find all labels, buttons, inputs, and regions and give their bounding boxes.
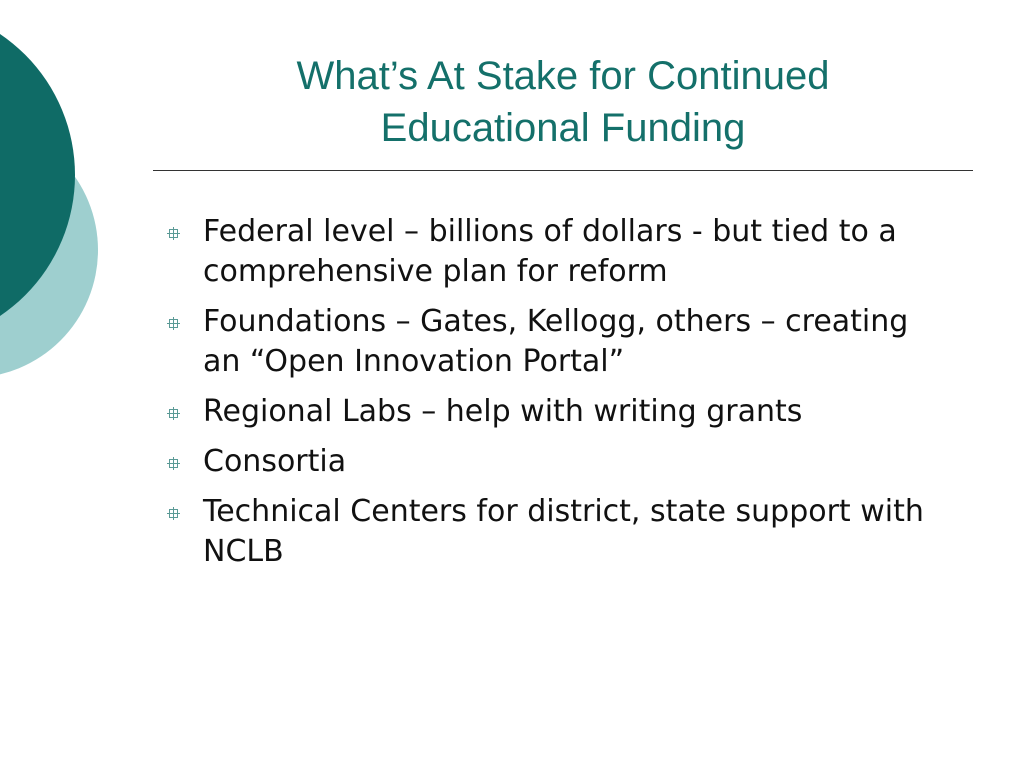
slide-title-line-2: Educational Funding — [380, 106, 746, 150]
bullet-item — [160, 212, 950, 292]
bullet-text: Technical Centers for district, state support with NCLB — [203, 494, 924, 569]
title-divider — [153, 170, 973, 171]
slide-title-line-1: What’s At Stake for Continued — [296, 54, 830, 98]
bullet-list — [160, 212, 950, 582]
bullet-text: Federal level – billions of dollars - but tied to a comprehensive plan for reform — [203, 214, 897, 289]
crosshair-square-icon — [167, 507, 180, 520]
crosshair-square-icon — [167, 457, 180, 470]
bullet-text: Regional Labs – help with writing grants — [203, 394, 803, 429]
slide-title — [200, 50, 926, 154]
bullet-text: Foundations – Gates, Kellogg, others – creating an “Open Innovation Portal” — [203, 304, 909, 379]
bullet-text: Consortia — [203, 444, 347, 479]
decorative-circles — [0, 0, 140, 420]
crosshair-square-icon — [167, 317, 180, 330]
bullet-item — [160, 392, 950, 432]
bullet-item — [160, 442, 950, 482]
crosshair-square-icon — [167, 227, 180, 240]
bullet-item — [160, 492, 950, 572]
crosshair-square-icon — [167, 407, 180, 420]
bullet-item — [160, 302, 950, 382]
